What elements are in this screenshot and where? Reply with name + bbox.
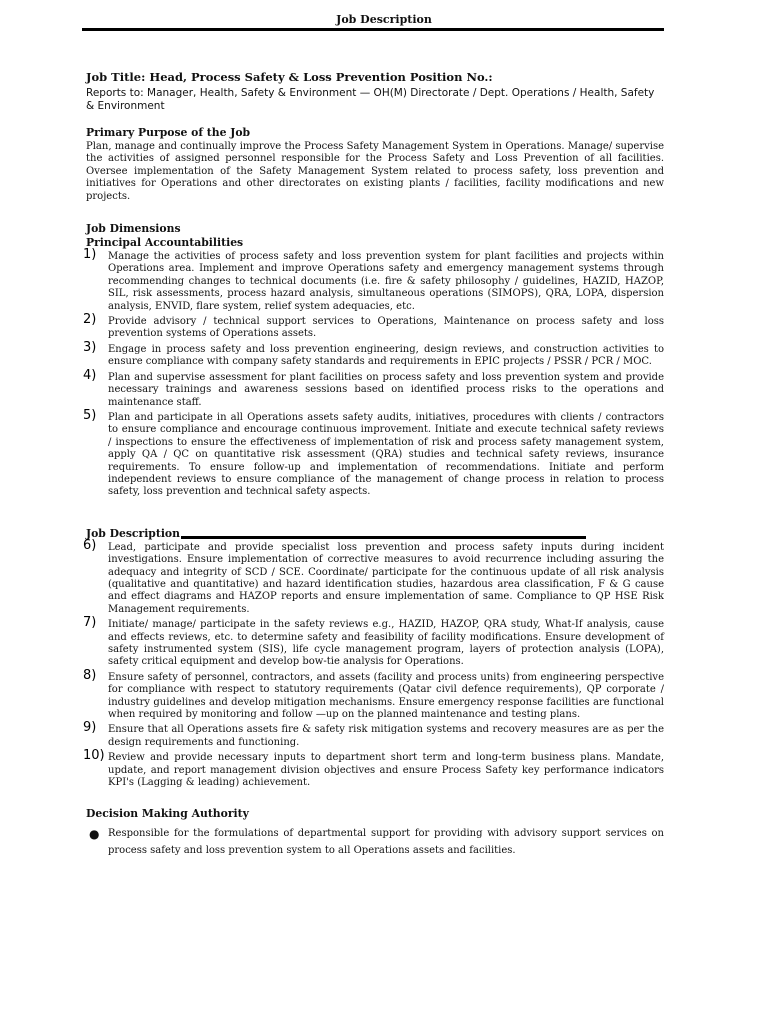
list-item <box>83 339 664 369</box>
item-number: 1) <box>83 247 97 263</box>
primary-purpose-heading: Primary Purpose of the Job <box>86 126 251 139</box>
list-item <box>83 247 664 313</box>
decision-making-heading: Decision Making Authority <box>86 807 249 821</box>
list-item <box>83 667 664 722</box>
decision-making-list <box>86 825 664 859</box>
item-text: Plan and participate in all Operations assets safety audits, initiatives, procedures with clients / contractors to ensure compliance and encourage continuous improvement. Initiate and execute technical safety reviews / inspections to ensure the effectiveness of implementation of risk and process safety management system, apply QA / QC on quantitative risk assessment (QRA) studies and technical safety reviews, insurance requirements. To ensure follow-up and implementation of recommendations. Initiate and perform independent reviews to ensure compliance of the management of change process in relation to process safety, loss prevention and technical safety aspects. <box>108 411 664 498</box>
item-text: Manage the activities of process safety and loss prevention system for plant facilities and projects within Operations area. Implement and improve Operations safety and emergency management systems through recommending changes to technical documents (i.e. fire & safety philosophy / guidelines, HAZID, HAZOP, SIL, risk assessments, process hazard analysis, simultaneous operations (SIMOPS), QRA, LOPA, dispersion analysis, ENVID, flare system, relief system adequacies, etc. <box>108 251 664 312</box>
item-text: Ensure that all Operations assets fire & safety risk mitigation systems and recovery measures are as per the design requirements and functioning. <box>108 724 664 748</box>
item-text: Initiate/ manage/ participate in the safety reviews e.g., HAZID, HAZOP, QRA study, What-If analysis, cause and effects reviews, etc. to determine safety and feasibility of facility modifications. Ensure development of safety instrumented system (SIS), life cycle management program, layers of protection analysis (LOPA), safety critical equipment and develop bow-tie analysis for Operations. <box>108 619 664 668</box>
item-number: 3) <box>83 339 97 355</box>
header-rule <box>82 28 664 31</box>
list-item <box>86 825 664 859</box>
job-description-rule <box>181 536 586 539</box>
list-item <box>83 367 664 409</box>
list-item <box>83 312 664 341</box>
job-dimensions-heading: Job Dimensions <box>86 222 181 236</box>
accountabilities-list <box>83 247 664 499</box>
item-text: Ensure safety of personnel, contractors, and assets (facility and process units) from engineering perspective for compliance with respect to statutory requirements (Qatar civil defence requirements), QP corporate / industry guidelines and develop mitigation mechanisms. Ensure emergency response facilities are functional when required by monitoring and follow —up on the planned maintenance and testing plans. <box>108 671 664 721</box>
item-text: Review and provide necessary inputs to department short term and long-term business plans. Mandate, update, and report management division objectives and ensure Process Safety key performance indicators KPI's (Lagging & leading) achievement. <box>108 752 664 789</box>
job-description-heading-row <box>86 527 664 540</box>
list-item <box>83 407 664 499</box>
principal-accountabilities-heading: Principal Accountabilities <box>86 236 244 250</box>
reports-to: Reports to: Manager, Health, Safety & Environment — OH(M) Directorate / Dept. Operations / Health, Safety & Environment <box>86 87 655 112</box>
item-number: 6) <box>83 537 97 553</box>
item-number: 8) <box>83 667 97 683</box>
item-number: 2) <box>83 312 97 328</box>
item-number: 10) <box>83 748 105 764</box>
job-description-list <box>83 537 664 790</box>
list-item <box>83 720 664 749</box>
item-text: Plan and supervise assessment for plant facilities on process safety and loss prevention system and provide necessary trainings and awareness sessions based on identified process risks to the operations and maintenance staff. <box>108 371 664 408</box>
job-title: Job Title: Head, Process Safety & Loss Prevention Position No.: <box>86 70 493 84</box>
page-header-title: Job Description <box>336 13 432 26</box>
list-item <box>83 537 664 616</box>
item-number: 7) <box>83 615 97 631</box>
item-number: 9) <box>83 720 97 736</box>
list-item <box>83 748 664 789</box>
item-text: Lead, participate and provide specialist loss prevention and process safety inputs during incident investigations. Ensure implementation of corrective measures to avoid recurrence including assuring the adequacy and integrity of SCD / SCE. Coordinate/ participate for the continuous update of all risk analysis (qualitative and quantitative) and hazard identification studies, hazardous area classification, F & G cause and effect diagrams and HAZOP reports and ensure implementation of same. Compliance to QP HSE Risk Management requirements. <box>108 541 664 615</box>
item-text: Responsible for the formulations of departmental support for providing with advisory support services on process safety and loss prevention system to all Operations assets and facilities. <box>108 828 664 857</box>
bullet-icon: ● <box>89 827 100 842</box>
list-item <box>83 615 664 669</box>
item-text: Engage in process safety and loss prevention engineering, design reviews, and construction activities to ensure compliance with company safety standards and requirements in EPIC projects / PSSR / PCR / MOC. <box>108 343 664 368</box>
item-number: 4) <box>83 367 97 383</box>
item-text: Provide advisory / technical support services to Operations, Maintenance on process safety and loss prevention systems of Operations assets. <box>108 316 664 340</box>
item-number: 5) <box>83 407 97 423</box>
document-body <box>83 68 664 859</box>
job-description-heading: Job Description <box>86 526 180 540</box>
primary-purpose-text: Plan, manage and continually improve the Process Safety Management System in Operations. Manage/ supervise the activities of assigned personnel responsible for the Process Safety and Loss Prevention of all facilities. Oversee implementation of the Safety Management System related to process safety, loss prevention and initiatives for Operations and other directorates on existing plants / facilities, facility modifications and new projects. <box>86 141 664 202</box>
